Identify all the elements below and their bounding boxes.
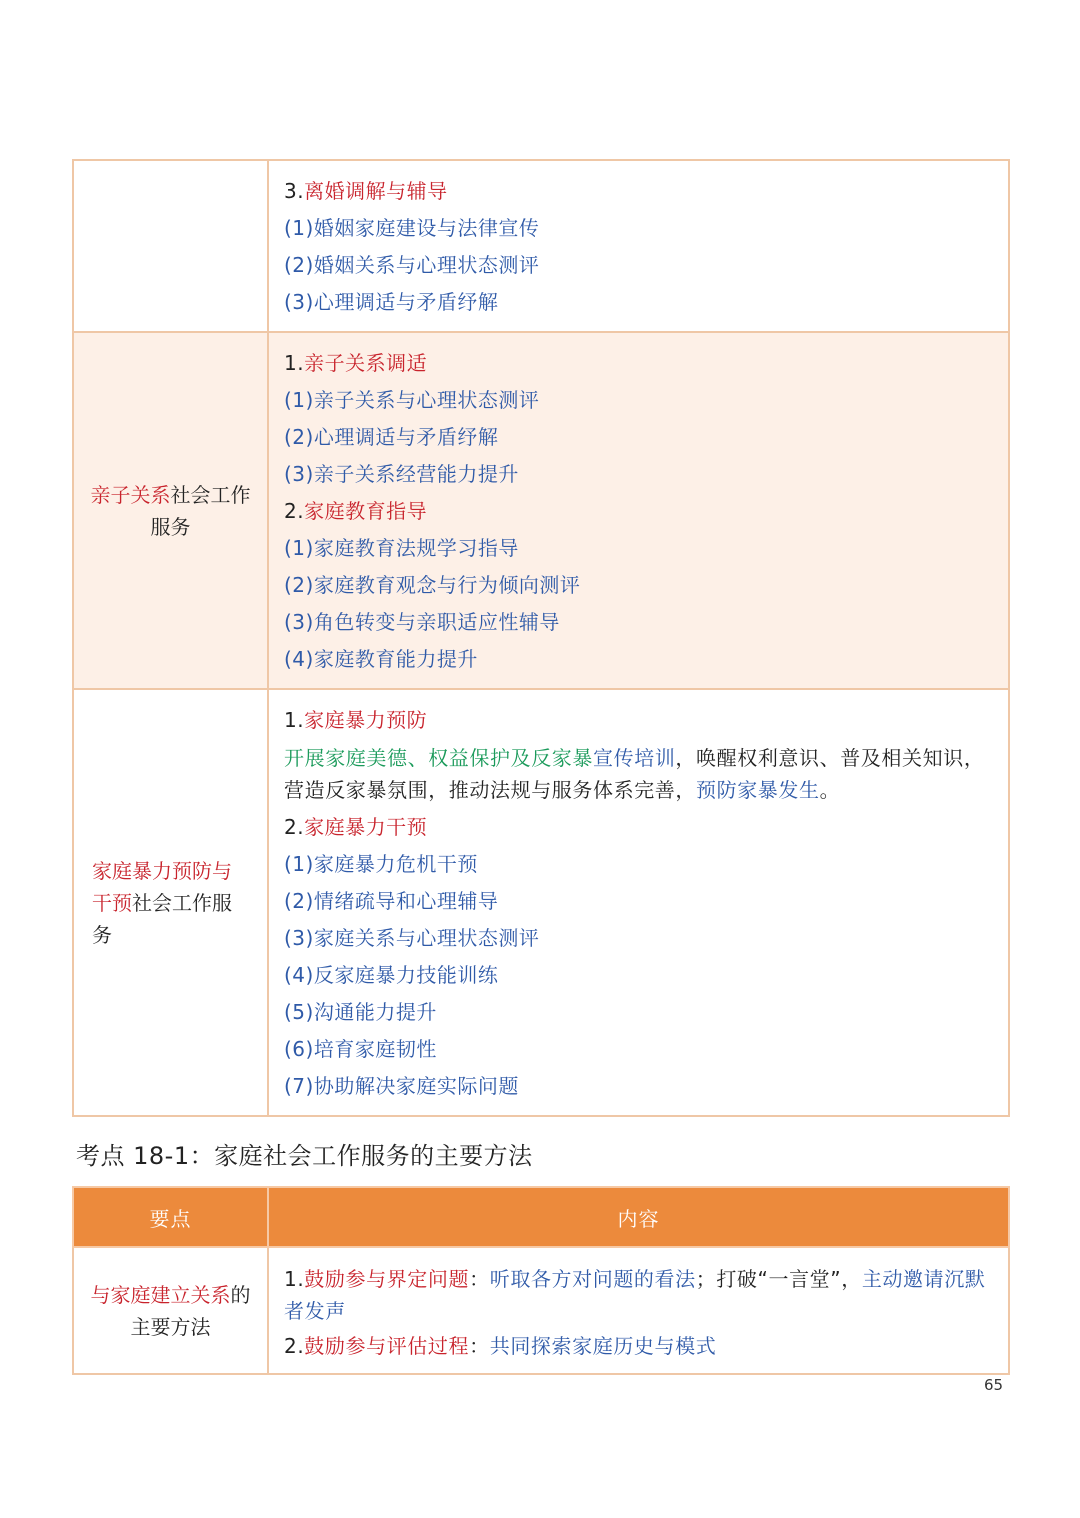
method-item: [284, 1263, 994, 1327]
list-item: (3)心理调适与矛盾纾解: [284, 290, 499, 314]
list-item: (4)反家庭暴力技能训练: [284, 963, 499, 987]
content-cell: [268, 1247, 1009, 1374]
table-row: [73, 1247, 1009, 1374]
heading-number: 1.: [284, 351, 305, 375]
list-item: (5)沟通能力提升: [284, 1000, 437, 1024]
table-row: [73, 332, 1009, 689]
category-label: 与家庭建立关系: [90, 1282, 231, 1307]
text-segment: 。: [819, 778, 841, 802]
text-segment: 共同探索家庭历史与模式: [489, 1334, 717, 1358]
text-segment: 鼓励参与评估过程: [304, 1334, 470, 1358]
heading-number: 3.: [284, 179, 305, 203]
list-item: (1)家庭暴力危机干预: [284, 852, 478, 876]
list-heading: [284, 173, 994, 210]
list-item: (3)亲子关系经营能力提升: [284, 462, 519, 486]
description-paragraph: [284, 742, 994, 806]
list-heading: [284, 702, 994, 739]
text-segment: 开展: [284, 746, 326, 770]
text-segment: ：: [469, 1334, 490, 1358]
category-label: 社会工作服务: [92, 890, 232, 947]
text-segment: 1.: [284, 1267, 305, 1291]
text-segment: 2.: [284, 1334, 305, 1358]
methods-table: [72, 1186, 1010, 1375]
heading-number: 1.: [284, 708, 305, 732]
heading-text: 家庭暴力干预: [304, 815, 428, 839]
text-segment: ，唤醒权利意识、普及相关知识，营造反家暴氛围，推动法规与服务体系完善，: [284, 746, 985, 802]
heading-number: 2.: [284, 499, 305, 523]
text-segment: 主动邀请沉默者发声: [284, 1267, 986, 1323]
text-segment: 听取各方对问题的看法: [489, 1267, 696, 1291]
section-title: 考点 18-1：家庭社会工作服务的主要方法: [76, 1142, 533, 1170]
services-table: [72, 159, 1010, 1117]
text-segment: 宣传培训: [593, 746, 676, 770]
table-row: [73, 160, 1009, 332]
list-item: (6)培育家庭韧性: [284, 1037, 437, 1061]
list-item: (1)婚姻家庭建设与法律宣传: [284, 216, 540, 240]
category-cell: [73, 332, 268, 689]
text-segment: ；打破“一言堂”，: [695, 1267, 862, 1291]
heading-text: 离婚调解与辅导: [304, 179, 448, 203]
text-segment: ：: [469, 1267, 490, 1291]
list-heading: [284, 809, 994, 846]
category-cell: [73, 689, 268, 1116]
table-row: [73, 689, 1009, 1116]
text-segment: 预防家暴发生: [696, 778, 820, 802]
category-cell: [73, 1247, 268, 1374]
heading-text: 家庭教育指导: [304, 499, 428, 523]
content-cell: [268, 689, 1009, 1116]
content-cell: [268, 160, 1009, 332]
list-item: (3)家庭关系与心理状态测评: [284, 926, 540, 950]
category-cell: [73, 160, 268, 332]
list-item: (7)协助解决家庭实际问题: [284, 1074, 519, 1098]
category-label: 亲子关系: [90, 482, 171, 507]
content-cell: [268, 332, 1009, 689]
text-segment: 鼓励参与界定问题: [304, 1267, 470, 1291]
category-label: 的主要方法: [130, 1282, 251, 1339]
category-label: 社会工作服务: [150, 482, 251, 539]
category-label: 家庭暴力预防与干预: [92, 858, 232, 915]
list-item: (2)家庭教育观念与行为倾向测评: [284, 573, 581, 597]
heading-text: 家庭暴力预防: [304, 708, 428, 732]
header-row: [73, 1187, 1009, 1247]
heading-number: 2.: [284, 815, 305, 839]
column-header: 内容: [268, 1187, 1009, 1247]
column-header: 要点: [73, 1187, 268, 1247]
list-item: (1)亲子关系与心理状态测评: [284, 388, 540, 412]
list-item: (2)情绪疏导和心理辅导: [284, 889, 499, 913]
list-heading: [284, 493, 994, 530]
list-item: (3)角色转变与亲职适应性辅导: [284, 610, 560, 634]
page-number: 65: [984, 1376, 1004, 1394]
list-item: (4)家庭教育能力提升: [284, 647, 478, 671]
method-item: [284, 1330, 994, 1362]
heading-text: 亲子关系调适: [304, 351, 428, 375]
text-segment: 家庭美德、权益保护及反家暴: [325, 746, 594, 770]
list-item: (2)心理调适与矛盾纾解: [284, 425, 499, 449]
list-item: (2)婚姻关系与心理状态测评: [284, 253, 540, 277]
list-item: (1)家庭教育法规学习指导: [284, 536, 519, 560]
list-heading: [284, 345, 994, 382]
